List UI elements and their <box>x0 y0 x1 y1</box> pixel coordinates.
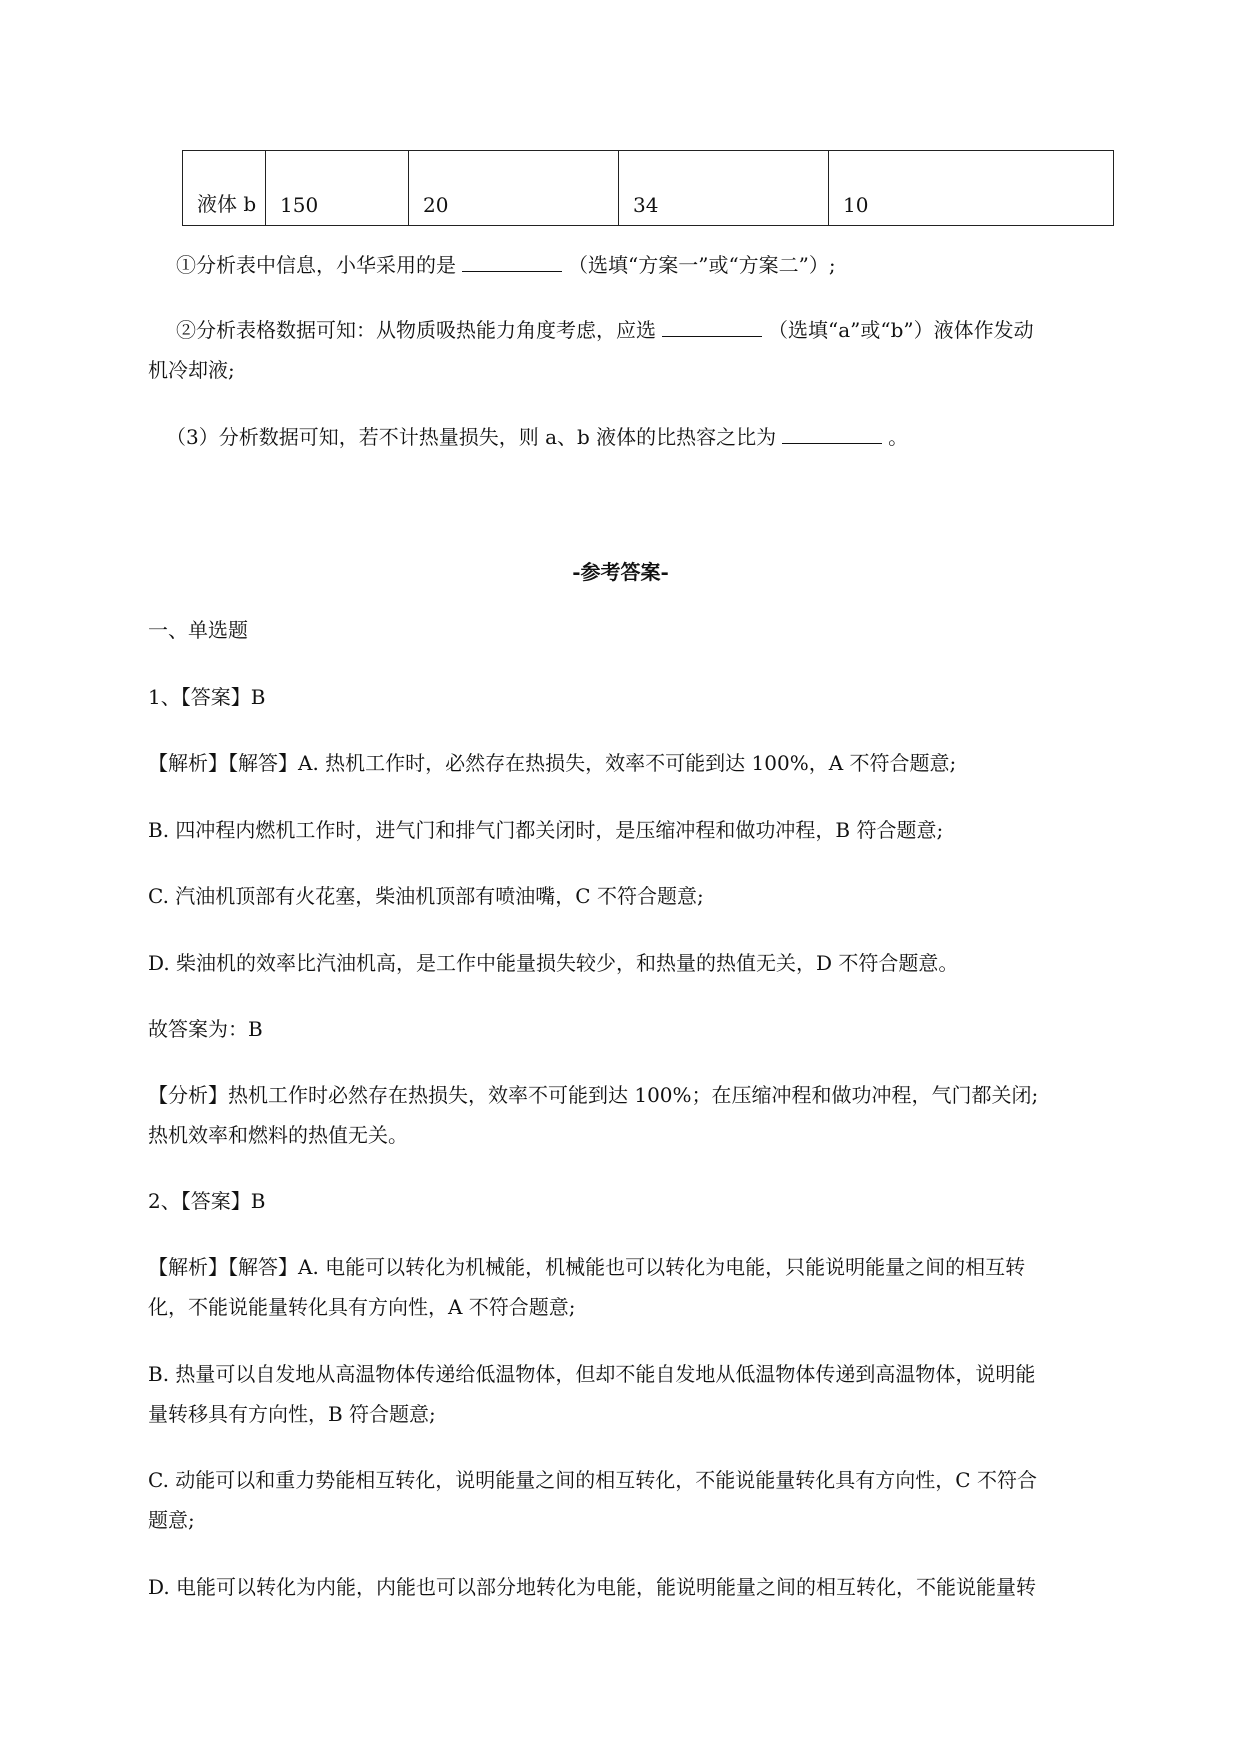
question-2-suffix: （选填“a”或“b”）液体作发动 <box>768 318 1034 342</box>
question-1-suffix: （选填“方案一”或“方案二”）; <box>568 253 836 277</box>
answer-2-option-b-line-2: 量转移具有方向性，B 符合题意; <box>148 1402 436 1426</box>
data-table <box>182 150 1114 226</box>
question-3-prefix: （3）分析数据可知，若不计热量损失，则 a、b 液体的比热容之比为 <box>166 425 777 449</box>
answers-title: -参考答案- <box>572 560 669 584</box>
table-cell: 20 <box>409 151 619 226</box>
answer-blank <box>782 421 882 444</box>
answer-2-analysis-line-1: 【解析】【解答】A. 电能可以转化为机械能，机械能也可以转化为电能，只能说明能量之间的相互转 <box>148 1255 1026 1279</box>
answer-blank <box>662 314 762 337</box>
answer-1-option-d: D. 柴油机的效率比汽油机高，是工作中能量损失较少，和热量的热值无关，D 不符合题意。 <box>148 951 959 975</box>
table-row <box>183 151 1114 226</box>
answer-1-analysis: 【解析】【解答】A. 热机工作时，必然存在热损失，效率不可能到达 100%，A 不符合题意; <box>148 751 957 775</box>
section-heading: 一、单选题 <box>148 618 248 642</box>
table-cell: 液体 b <box>183 151 266 226</box>
question-2 <box>176 310 1034 350</box>
answer-2-option-b-line-1: B. 热量可以自发地从高温物体传递给低温物体，但却不能自发地从低温物体传递到高温物体，说明能 <box>148 1362 1036 1386</box>
question-3-suffix: 。 <box>888 425 909 449</box>
answer-2-option-c-line-2: 题意; <box>148 1508 195 1532</box>
answer-2-analysis-line-2: 化，不能说能量转化具有方向性，A 不符合题意; <box>148 1295 576 1319</box>
question-2-prefix: ②分析表格数据可知：从物质吸热能力角度考虑，应选 <box>176 318 656 342</box>
answer-1-fenxi-line-2: 热机效率和燃料的热值无关。 <box>148 1123 408 1147</box>
answer-1-conclusion: 故答案为：B <box>148 1017 263 1041</box>
answer-2-option-d-line-1: D. 电能可以转化为内能，内能也可以部分地转化为电能，能说明能量之间的相互转化，不能说能量转 <box>148 1575 1037 1599</box>
question-1-prefix: ①分析表中信息，小华采用的是 <box>176 253 456 277</box>
table-cell: 150 <box>266 151 409 226</box>
question-2-line-2: 机冷却液; <box>148 358 235 382</box>
answer-1-fenxi-line-1: 【分析】热机工作时必然存在热损失，效率不可能到达 100%；在压缩冲程和做功冲程，气门都关闭; <box>148 1083 1039 1107</box>
answer-1-label: 1、【答案】B <box>148 685 266 709</box>
question-1 <box>176 245 836 285</box>
answer-1-option-c: C. 汽油机顶部有火花塞，柴油机顶部有喷油嘴，C 不符合题意; <box>148 884 704 908</box>
answer-2-option-c-line-1: C. 动能可以和重力势能相互转化，说明能量之间的相互转化，不能说能量转化具有方向性，C 不符合 <box>148 1468 1037 1492</box>
answer-blank <box>462 249 562 272</box>
table-cell: 10 <box>829 151 1114 226</box>
question-3 <box>166 417 908 457</box>
table-cell: 34 <box>619 151 829 226</box>
answer-2-label: 2、【答案】B <box>148 1189 266 1213</box>
answer-1-option-b: B. 四冲程内燃机工作时，进气门和排气门都关闭时，是压缩冲程和做功冲程，B 符合题意; <box>148 818 944 842</box>
